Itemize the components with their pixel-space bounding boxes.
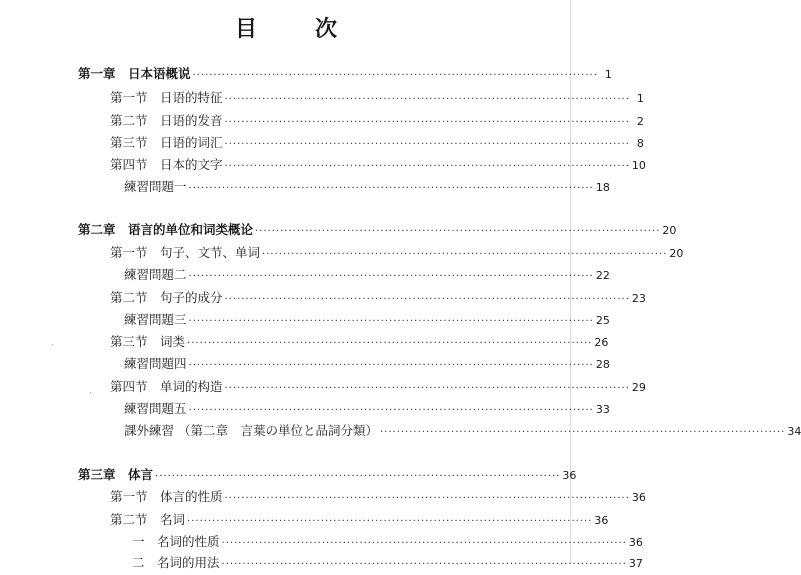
toc-entry-title: 体言 <box>128 467 154 482</box>
toc-dot-leader: ································································································· <box>224 161 630 172</box>
toc-entry-label <box>110 288 223 308</box>
toc-entry-gap <box>116 467 129 482</box>
toc-entry-gap <box>148 489 161 504</box>
toc-entry-section <box>0 377 646 397</box>
toc-entry-title: 单词的构造 <box>160 379 223 394</box>
toc-dot-leader: ································································································· <box>192 70 598 81</box>
toc-entry-title: 体言的性质 <box>160 489 223 504</box>
toc-page-number: 36 <box>562 469 577 482</box>
toc-dot-leader: ································································································· <box>224 294 630 305</box>
toc-dot-leader: ································································································· <box>224 94 630 105</box>
toc-entry-number: 第四节 <box>110 157 148 172</box>
toc-page-number: 8 <box>636 137 644 150</box>
toc-entry-gap <box>148 334 161 349</box>
toc-entry-label <box>132 532 220 552</box>
toc-entry-gap <box>148 379 161 394</box>
toc-entry-label <box>124 354 187 374</box>
toc-entry-item <box>0 532 643 552</box>
toc-dot-leader: ································································································· <box>221 559 627 570</box>
toc-entry-title: 練習問題五 <box>124 401 187 416</box>
toc-entry-title: 練習問題三 <box>124 312 187 327</box>
toc-entry-label <box>110 133 223 153</box>
toc-page-number: 26 <box>594 336 609 349</box>
toc-dot-leader: ································································································· <box>188 360 594 371</box>
toc-entry-title: 課外練習 （第二章 言葉の単位と品詞分類） <box>124 423 378 438</box>
toc-entry-title: 名词 <box>160 512 186 527</box>
toc-entry-gap <box>148 90 161 105</box>
toc-entry-label <box>78 465 153 485</box>
toc-entry-label <box>110 487 223 507</box>
toc-page-number: 1 <box>604 68 612 81</box>
toc-entry-exercise <box>0 310 610 330</box>
toc-entry-section <box>0 133 644 153</box>
toc-page-number: 29 <box>631 381 646 394</box>
toc-entry-gap <box>145 555 158 570</box>
toc-entry-number: 第三节 <box>110 334 148 349</box>
toc-page-number: 37 <box>628 557 643 570</box>
toc-page-number: 25 <box>595 314 610 327</box>
toc-entry-label <box>124 265 187 285</box>
toc-page-number: 20 <box>669 247 684 260</box>
toc-entry-gap <box>148 290 161 305</box>
toc-dot-leader: ································································································· <box>255 226 661 237</box>
toc-entry-gap <box>148 512 161 527</box>
toc-entry-gap <box>148 157 161 172</box>
toc-entry-chapter <box>0 64 612 84</box>
toc-entry-title: 練習問題四 <box>124 356 187 371</box>
toc-entry-section <box>0 243 684 263</box>
title-char-left: 目 <box>234 17 259 42</box>
toc-entry-section <box>0 88 644 108</box>
toc-page-number: 23 <box>631 292 646 305</box>
toc-entry-section <box>0 155 646 175</box>
toc-dot-leader: ································································································· <box>221 538 627 549</box>
toc-entry-number: 第三章 <box>78 467 116 482</box>
toc-entry-title: 句子的成分 <box>160 290 223 305</box>
scan-speck <box>90 392 91 393</box>
toc-entry-label <box>110 510 185 530</box>
toc-entry-gap <box>145 534 158 549</box>
toc-entry-chapter <box>0 465 577 485</box>
toc-entry-number: 第二节 <box>110 512 148 527</box>
toc-entry-number: 第三节 <box>110 135 148 150</box>
toc-entry-title: 日本语概说 <box>128 66 191 81</box>
toc-dot-leader: ································································································· <box>188 271 594 282</box>
toc-entry-exercise <box>0 177 610 197</box>
toc-dot-leader: ································································································· <box>224 139 630 150</box>
toc-page-number: 33 <box>595 403 610 416</box>
toc-entry-number: 第一节 <box>110 90 148 105</box>
toc-entry-label <box>124 399 187 419</box>
toc-entry-label <box>124 310 187 330</box>
toc-page-number: 36 <box>594 514 609 527</box>
toc-entry-number: 第一节 <box>110 245 148 260</box>
toc-page-number: 2 <box>636 115 644 128</box>
toc-entry-label <box>110 332 185 352</box>
toc-entry-gap <box>148 113 161 128</box>
toc-entry-label <box>110 111 223 131</box>
toc-dot-leader: ································································································· <box>224 383 630 394</box>
toc-entry-label <box>110 377 223 397</box>
toc-entry-label <box>110 243 260 263</box>
scan-speck <box>52 344 53 345</box>
toc-entry-number: 二 <box>132 555 145 570</box>
toc-page-number: 18 <box>595 181 610 194</box>
toc-entry-title: 日语的词汇 <box>160 135 223 150</box>
toc-entry-title: 句子、文节、单词 <box>160 245 261 260</box>
toc-entry-title: 練習問題一 <box>124 179 187 194</box>
toc-dot-leader: ································································································· <box>188 183 594 194</box>
toc-entry-number: 第四节 <box>110 379 148 394</box>
toc-entry-number: 一 <box>132 534 145 549</box>
toc-entry-exercise <box>0 354 610 374</box>
toc-page-number: 36 <box>628 536 643 549</box>
toc-dot-leader: ································································································· <box>224 493 630 504</box>
toc-entry-number: 第一章 <box>78 66 116 81</box>
toc-entry-section <box>0 288 646 308</box>
toc-entry-gap <box>148 245 161 260</box>
toc-dot-leader: ································································································· <box>187 516 593 527</box>
toc-dot-leader: ································································································· <box>188 405 594 416</box>
toc-entry-label <box>78 64 191 84</box>
toc-entry-number: 第二章 <box>78 222 116 237</box>
toc-entry-title: 練習問題二 <box>124 267 187 282</box>
toc-entry-exercise <box>0 421 801 441</box>
toc-entry-section <box>0 332 609 352</box>
toc-entry-label <box>132 553 220 573</box>
toc-page-number: 10 <box>631 159 646 172</box>
toc-entry-gap <box>116 222 129 237</box>
toc-entry-section <box>0 111 644 131</box>
toc-entry-title: 日本的文字 <box>160 157 223 172</box>
toc-entry-gap <box>116 66 129 81</box>
toc-dot-leader: ································································································· <box>224 117 630 128</box>
toc-page-number: 34 <box>787 425 801 438</box>
toc-page-number: 20 <box>662 224 677 237</box>
toc-dot-leader: ································································································· <box>187 338 593 349</box>
toc-page-number: 36 <box>631 491 646 504</box>
toc-entry-chapter <box>0 220 677 240</box>
toc-entry-label <box>110 88 223 108</box>
toc-entry-label <box>124 177 187 197</box>
toc-entry-exercise <box>0 399 610 419</box>
toc-entry-section <box>0 510 609 530</box>
toc-entry-number: 第一节 <box>110 489 148 504</box>
toc-entry-number: 第二节 <box>110 290 148 305</box>
toc-page-number: 1 <box>636 92 644 105</box>
toc-entry-title: 日语的特征 <box>160 90 223 105</box>
toc-entry-title: 语言的单位和词类概论 <box>128 222 254 237</box>
toc-entry-label <box>124 421 378 441</box>
toc-entry-title: 词类 <box>160 334 186 349</box>
toc-entry-title: 名词的用法 <box>157 555 220 570</box>
toc-entry-section <box>0 487 646 507</box>
toc-entry-label <box>110 155 223 175</box>
toc-dot-leader: ································································································· <box>155 471 561 482</box>
toc-entry-title: 日语的发音 <box>160 113 223 128</box>
toc-entry-gap <box>148 135 161 150</box>
page-title <box>0 12 574 43</box>
toc-entry-exercise <box>0 265 610 285</box>
toc-page-number: 22 <box>595 269 610 282</box>
toc-entry-label <box>78 220 253 240</box>
toc-entry-item <box>0 553 643 573</box>
toc-entry-number: 第二节 <box>110 113 148 128</box>
toc-page-number: 28 <box>595 358 610 371</box>
toc-dot-leader: ································································································· <box>262 249 668 260</box>
toc-entry-title: 名词的性质 <box>157 534 220 549</box>
title-char-right: 次 <box>315 17 340 42</box>
toc-dot-leader: ································································································· <box>188 316 594 327</box>
toc-dot-leader: ································································································· <box>379 427 786 438</box>
